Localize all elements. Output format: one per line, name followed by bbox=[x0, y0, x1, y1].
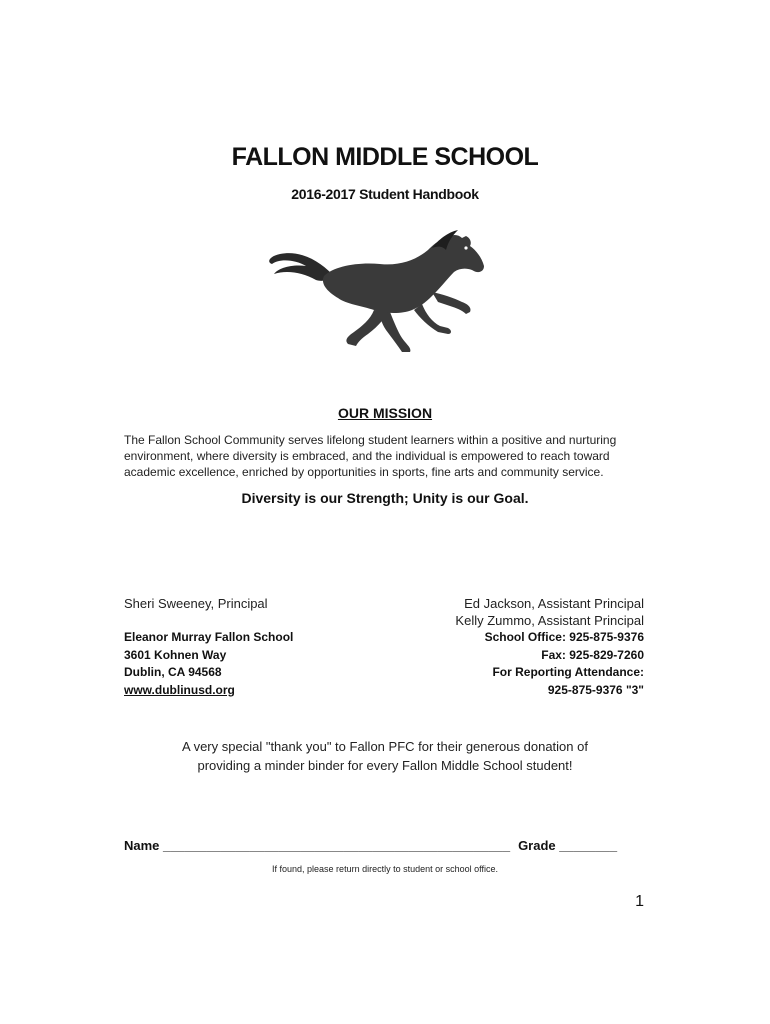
mustang-horse-icon bbox=[262, 228, 492, 354]
school-motto: Diversity is our Strength; Unity is our Goal. bbox=[241, 490, 529, 506]
assistant-principal-1: Ed Jackson, Assistant Principal bbox=[464, 596, 644, 611]
school-street: 3601 Kohnen Way bbox=[124, 647, 227, 662]
name-field: Name ________________________________________________ bbox=[124, 838, 511, 853]
school-name: Eleanor Murray Fallon School bbox=[124, 630, 294, 644]
school-contact-right bbox=[384, 595, 644, 699]
page-number: 1 bbox=[635, 893, 644, 910]
thank-you-note bbox=[150, 737, 620, 775]
assistant-principal-2: Kelly Zummo, Assistant Principal bbox=[455, 613, 644, 628]
page-title: FALLON MIDDLE SCHOOL bbox=[231, 143, 539, 171]
attendance-phone: 925-875-9376 "3" bbox=[547, 682, 644, 697]
principal-name: Sheri Sweeney, Principal bbox=[124, 596, 268, 611]
page-subtitle: 2016-2017 Student Handbook bbox=[291, 186, 479, 202]
attendance-label: For Reporting Attendance: bbox=[492, 665, 644, 679]
school-contact-left bbox=[124, 595, 384, 699]
school-fax: Fax: 925-829-7260 bbox=[541, 647, 644, 662]
grade-field: Grade ________ bbox=[518, 838, 618, 853]
thank-you-line-2: providing a minder binder for every Fallon Middle School student! bbox=[197, 758, 573, 773]
school-website-link[interactable]: www.dublinusd.org bbox=[124, 682, 235, 697]
school-office-phone: School Office: 925-875-9376 bbox=[484, 630, 644, 644]
return-note: If found, please return directly to student or school office. bbox=[272, 864, 498, 874]
mission-heading: OUR MISSION bbox=[337, 405, 433, 421]
school-city: Dublin, CA 94568 bbox=[124, 665, 222, 679]
mission-statement: The Fallon School Community serves lifelong student learners within a positive and nurturing environment, where diversity is embraced, and the individual is empowered to reach toward academic excellence, enriched by opportunities in sports, fine arts and community service. bbox=[124, 433, 617, 479]
thank-you-line-1: A very special "thank you" to Fallon PFC for their generous donation of bbox=[182, 739, 588, 754]
name-grade-fields bbox=[124, 838, 644, 853]
